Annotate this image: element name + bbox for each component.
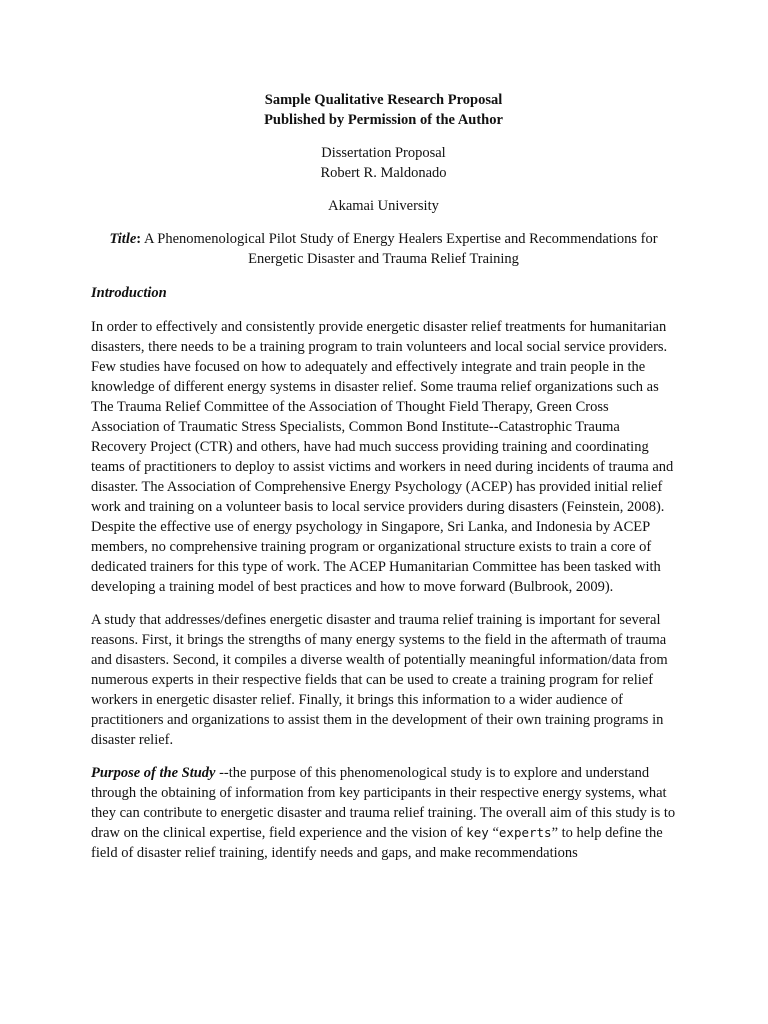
purpose-quote-open: “ <box>488 825 499 841</box>
header-author: Robert R. Maldonado <box>320 165 447 181</box>
proposal-title <box>91 229 676 269</box>
title-text: A Phenomenological Pilot Study of Energy Healers Expertise and Recommendations for Energetic Disaster and Trauma Relief Training <box>141 231 658 267</box>
purpose-text-after: to help define the field of disaster relief training, identify needs and gaps, and make recommendations <box>91 825 663 861</box>
purpose-mono-key: key <box>466 825 489 840</box>
title-label: Title <box>109 231 137 247</box>
purpose-heading: Purpose of the Study <box>91 765 216 781</box>
header-doc-type: Dissertation Proposal <box>321 145 446 161</box>
header-university: Akamai University <box>328 198 439 214</box>
introduction-paragraph-2: A study that addresses/defines energetic disaster and trauma relief training is important for several reasons. First, it brings the strengths of many energy systems to the field in the aftermath of trauma and disasters. Second, it compiles a diverse wealth of potentially meaningful information/data from numerous experts in their respective fields that can be used to create a training program for relief workers in energetic disaster relief. Finally, it brings this information to a wider audience of practitioners and organizations to assist them in the development of their own training programs in disaster relief. <box>91 612 668 748</box>
introduction-heading: Introduction <box>91 285 167 301</box>
purpose-paragraph <box>91 763 676 863</box>
introduction-paragraph-1: In order to effectively and consistently provide energetic disaster relief treatments for humanitarian disasters, there needs to be a training program to train volunteers and local social service providers. Few studies have focused on how to adequately and effectively integrate and train people in the knowledge of different energy systems in disaster relief. Some trauma relief organizations such as The Trauma Relief Committee of the Association of Thought Field Therapy, Green Cross Association of Traumatic Stress Specialists, Common Bond Institute--Catastrophic Trauma Recovery Project (CTR) and others, have had much success providing training and coordinating teams of practitioners to deploy to assist victims and workers in need during incidents of trauma and disaster. The Association of Comprehensive Energy Psychology (ACEP) has provided initial relief work and training on a volunteer basis to local service providers during disasters (Feinstein, 2008). Despite the effective use of energy psychology in Singapore, Sri Lanka, and Indonesia by ACEP members, no comprehensive training program or organizational structure exists to train a core of dedicated trainers for this type of work. The ACEP Humanitarian Committee has been tasked with developing a training model of best practices and how to move forward (Bulbrook, 2009). <box>91 319 674 595</box>
document-header <box>91 90 676 216</box>
purpose-mono-experts: experts <box>498 825 552 840</box>
title-colon: : <box>136 231 142 247</box>
header-title: Sample Qualitative Research Proposal <box>264 92 503 108</box>
purpose-quote-close: ” <box>551 825 559 841</box>
header-permission: Published by Permission of the Author <box>264 112 503 128</box>
purpose-text-before: --the purpose of this phenomenological study is to explore and understand through the obtaining of information from key participants in their respective energy systems, what they can contribute to energetic disaster and trauma relief training. The overall aim of this study is to draw on the clinical expertise, field experience and the vision of <box>91 765 676 841</box>
